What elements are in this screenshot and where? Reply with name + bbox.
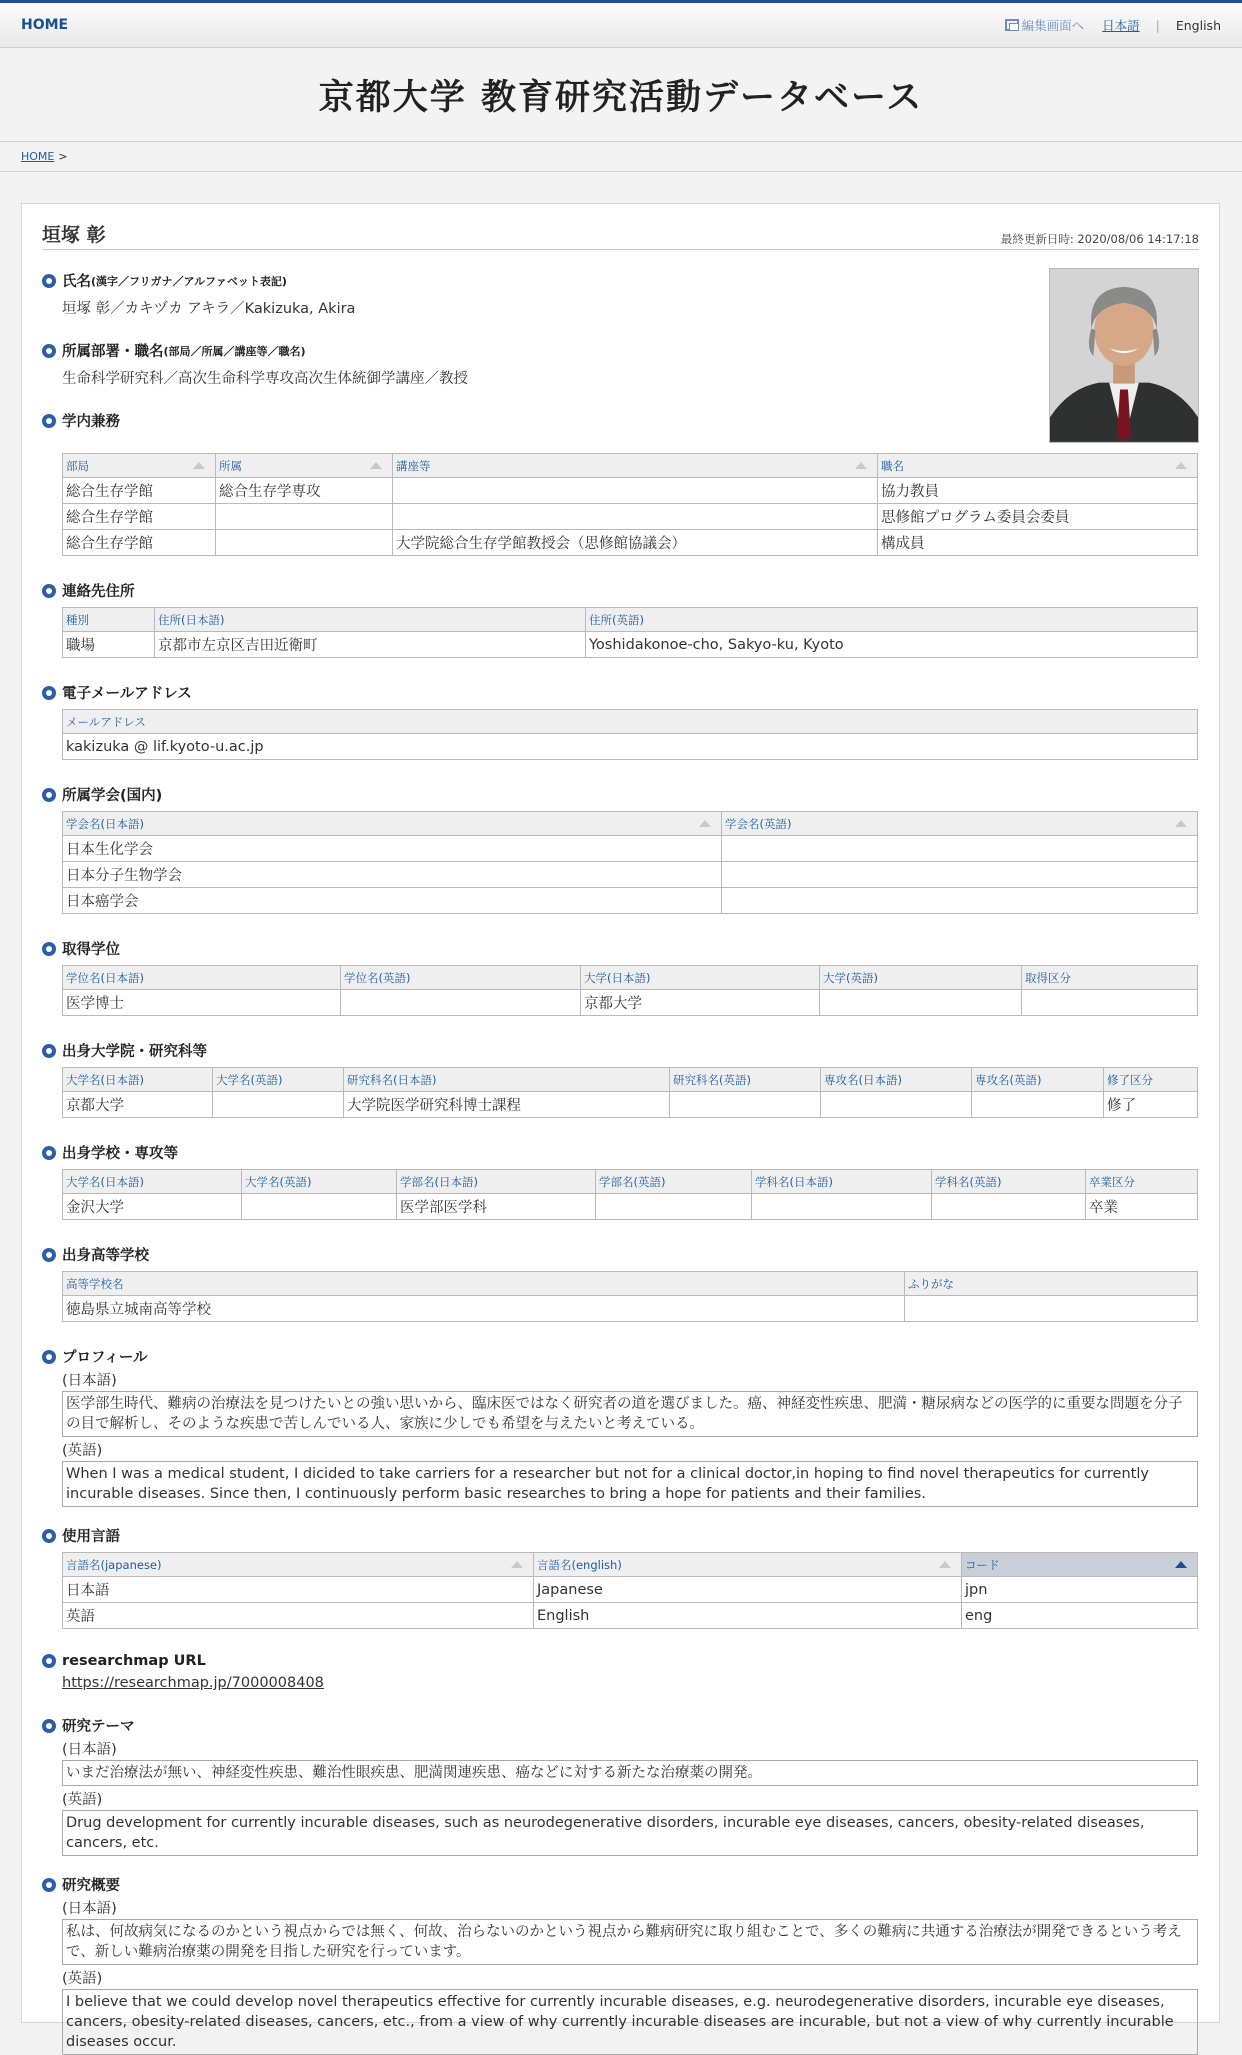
table-cell: 京都市左京区吉田近衛町: [155, 632, 586, 658]
breadcrumb: [0, 142, 1242, 172]
lang-label-ja: (日本語): [62, 1742, 117, 1758]
table-row: [63, 530, 1198, 556]
profile-card: [21, 203, 1220, 2050]
section-societies-title: [42, 784, 1199, 805]
column-header: 研究科名(英語): [670, 1068, 821, 1092]
table-cell: [216, 504, 393, 530]
lang-label-en: (英語): [62, 1971, 103, 1987]
language-japanese-link[interactable]: 日本語: [1102, 18, 1140, 33]
column-header: 学位名(日本語): [63, 966, 341, 990]
table-cell: 日本分子生物学会: [63, 862, 722, 888]
section-title-text: 研究概要: [62, 1878, 120, 1894]
person-name: 垣塚 彰: [42, 224, 106, 246]
column-header: 学位名(英語): [341, 966, 581, 990]
section-name: [42, 270, 1199, 318]
section-contact-title: [42, 580, 1199, 601]
bullet-icon: [42, 788, 56, 802]
highschool-table: [62, 1271, 1198, 1322]
section-gradschool: [42, 1040, 1199, 1118]
window-icon: [1005, 19, 1019, 31]
email-value: kakizuka @ lif.kyoto-u.ac.jp: [63, 734, 1198, 760]
bullet-icon: [42, 1350, 56, 1364]
table-cell: [216, 530, 393, 556]
table-cell: 総合生存学館: [63, 504, 216, 530]
section-languages-title: [42, 1525, 1199, 1546]
table-cell: jpn: [962, 1577, 1198, 1603]
theme-text-en: Drug development for currently incurable diseases, such as neurodegenerative disorders, incurable eye diseases, cancers, obesity-related diseases, cancers, etc.: [62, 1810, 1198, 1856]
table-cell: 京都大学: [63, 1092, 213, 1118]
bullet-icon: [42, 584, 56, 598]
table-row: [63, 1577, 1198, 1603]
bullet-icon: [42, 1529, 56, 1543]
researchmap-link[interactable]: https://researchmap.jp/7000008408: [62, 1675, 324, 1691]
table-cell: 日本生化学会: [63, 836, 722, 862]
table-cell: [752, 1194, 932, 1220]
column-header: 学科名(英語): [932, 1170, 1086, 1194]
breadcrumb-home-link[interactable]: HOME: [21, 150, 55, 163]
column-header[interactable]: 学会名(英語): [722, 812, 1198, 836]
summary-text-en: I believe that we could develop novel therapeutics effective for currently incurable diseases, e.g. neurodegenerative disorders, incurable eye diseases, cancers, obesity-related diseases, cancers, etc., from a view of why currently incurable diseases are incurable, but not a view of why currently incurable diseases occur.: [62, 1989, 1198, 2055]
section-summary: [42, 1874, 1199, 2055]
table-cell: English: [534, 1603, 962, 1629]
table-cell: 大学院総合生存学館教授会（思修館協議会）: [393, 530, 878, 556]
table-cell: [820, 990, 1022, 1016]
bullet-icon: [42, 1878, 56, 1892]
column-header[interactable]: 部局: [63, 454, 216, 478]
column-header: 大学名(日本語): [63, 1068, 213, 1092]
bullet-icon: [42, 1248, 56, 1262]
column-header: 高等学校名: [63, 1272, 905, 1296]
column-header[interactable]: 講座等: [393, 454, 878, 478]
portrait-image: [1050, 269, 1198, 442]
table-cell: [972, 1092, 1104, 1118]
section-name-title: [42, 270, 1199, 291]
home-link[interactable]: HOME: [21, 17, 69, 33]
societies-table: [62, 811, 1198, 914]
table-cell: [393, 504, 878, 530]
column-header: ふりがな: [905, 1272, 1198, 1296]
section-university-title: [42, 1142, 1199, 1163]
lang-label-en: (英語): [62, 1792, 103, 1808]
table-cell: [1022, 990, 1198, 1016]
section-title-text: 氏名: [62, 274, 91, 290]
section-title-text: プロフィール: [62, 1350, 148, 1366]
column-header: 学部名(英語): [596, 1170, 752, 1194]
table-cell: 職場: [63, 632, 155, 658]
section-highschool-title: [42, 1244, 1199, 1265]
table-row: [63, 1194, 1198, 1220]
section-degrees-title: [42, 938, 1199, 959]
bullet-icon: [42, 274, 56, 288]
lang-label-ja: (日本語): [62, 1373, 117, 1389]
bullet-icon: [42, 1719, 56, 1733]
section-contact: [42, 580, 1199, 658]
section-subtitle: (漢字／フリガナ／アルファベット表記): [91, 274, 287, 288]
table-row: [63, 734, 1198, 760]
table-cell: 思修館プログラム委員会委員: [878, 504, 1198, 530]
site-header: [0, 48, 1242, 142]
column-header: 大学(英語): [820, 966, 1022, 990]
column-header: 大学名(日本語): [63, 1170, 242, 1194]
table-cell: 京都大学: [581, 990, 820, 1016]
section-email-title: [42, 682, 1199, 703]
top-bar-right: [1005, 16, 1221, 34]
breadcrumb-separator: >: [58, 150, 68, 163]
section-degrees: [42, 938, 1199, 1016]
table-cell: 総合生存学専攻: [216, 478, 393, 504]
column-header: 卒業区分: [1086, 1170, 1198, 1194]
lang-label-en: (英語): [62, 1443, 103, 1459]
table-cell: Japanese: [534, 1577, 962, 1603]
column-header: 学科名(日本語): [752, 1170, 932, 1194]
table-cell: [905, 1296, 1198, 1322]
bullet-icon: [42, 1146, 56, 1160]
section-title-text: 所属学会(国内): [62, 788, 163, 804]
column-header: メールアドレス: [63, 710, 1198, 734]
section-title-text: 所属部署・職名: [62, 344, 164, 360]
table-cell: [393, 478, 878, 504]
profile-photo: [1049, 268, 1199, 443]
table-cell: [722, 836, 1198, 862]
column-header: 研究科名(日本語): [344, 1068, 670, 1092]
column-header: 学部名(日本語): [397, 1170, 596, 1194]
column-header: 取得区分: [1022, 966, 1198, 990]
edit-page-label: 編集画面へ: [1021, 18, 1085, 33]
section-affiliation-title: [42, 340, 1199, 361]
languages-table: [62, 1552, 1198, 1629]
section-subtitle: (部局／所属／講座等／職名): [163, 344, 306, 358]
column-header[interactable]: 職名: [878, 454, 1198, 478]
theme-text-ja: いまだ治療法が無い、神経変性疾患、難治性眼疾患、肥満関連疾患、癌などに対する新たな治療薬の開発。: [62, 1760, 1198, 1786]
table-cell: 英語: [63, 1603, 534, 1629]
column-header: 修了区分: [1104, 1068, 1198, 1092]
section-theme-title: [42, 1715, 1199, 1736]
name-row: [42, 220, 1199, 250]
section-title-text: 出身学校・専攻等: [62, 1146, 178, 1162]
section-summary-title: [42, 1874, 1199, 1895]
column-header: 専攻名(英語): [972, 1068, 1104, 1092]
table-cell: 徳島県立城南高等学校: [63, 1296, 905, 1322]
section-title-text: 研究テーマ: [62, 1719, 135, 1735]
column-header[interactable]: 所属: [216, 454, 393, 478]
bullet-icon: [42, 1654, 56, 1668]
edit-page-link[interactable]: [1005, 16, 1085, 34]
table-cell: [932, 1194, 1086, 1220]
column-header: 専攻名(日本語): [821, 1068, 972, 1092]
table-cell: 構成員: [878, 530, 1198, 556]
table-row: [63, 1603, 1198, 1629]
section-affiliation: [42, 340, 1199, 388]
section-title-text: 電子メールアドレス: [62, 686, 192, 702]
section-title-text: 取得学位: [62, 942, 120, 958]
column-header[interactable]: 学会名(日本語): [63, 812, 722, 836]
table-cell: 日本癌学会: [63, 888, 722, 914]
section-title-text: 出身大学院・研究科等: [62, 1044, 207, 1060]
column-header: 住所(日本語): [155, 608, 586, 632]
table-row: [63, 478, 1198, 504]
table-cell: Yoshidakonoe-cho, Sakyo-ku, Kyoto: [586, 632, 1198, 658]
section-highschool: [42, 1244, 1199, 1322]
table-cell: eng: [962, 1603, 1198, 1629]
site-title: 京都大学 教育研究活動データベース: [318, 76, 924, 118]
section-gradschool-title: [42, 1040, 1199, 1061]
affiliation-value: 生命科学研究科／高次生命科学専攻高次生体統御学講座／教授: [62, 371, 468, 387]
table-cell: [596, 1194, 752, 1220]
column-header[interactable]: 言語名(english): [534, 1553, 962, 1577]
last-updated: 最終更新日時: 2020/08/06 14:17:18: [1000, 232, 1199, 246]
table-cell: [341, 990, 581, 1016]
table-cell: 金沢大学: [63, 1194, 242, 1220]
table-cell: 日本語: [63, 1577, 534, 1603]
profile-text-en: When I was a medical student, I dicided to take carriers for a researcher but not for a clinical doctor,in hoping to find novel therapeutics for currently incurable diseases. Since then, I continuously perform basic researches to bring a hope for patients and their families.: [62, 1461, 1198, 1507]
section-languages: [42, 1525, 1199, 1629]
top-bar: [0, 0, 1242, 48]
column-header: 住所(英語): [586, 608, 1198, 632]
table-row: [63, 1296, 1198, 1322]
table-row: [63, 632, 1198, 658]
table-cell: 総合生存学館: [63, 530, 216, 556]
section-title-text: 出身高等学校: [62, 1248, 149, 1264]
name-value: 垣塚 彰／カキヅカ アキラ／Kakizuka, Akira: [62, 301, 356, 317]
table-row: [63, 1092, 1198, 1118]
degrees-table: [62, 965, 1198, 1016]
table-cell: 医学部医学科: [397, 1194, 596, 1220]
section-societies: [42, 784, 1199, 914]
section-concurrent-title: [42, 410, 1199, 431]
bullet-icon: [42, 344, 56, 358]
table-cell: [242, 1194, 397, 1220]
table-row: [63, 504, 1198, 530]
column-header: 大学名(英語): [242, 1170, 397, 1194]
bullet-icon: [42, 414, 56, 428]
section-title-text: 使用言語: [62, 1529, 120, 1545]
section-title-text: researchmap URL: [62, 1653, 206, 1669]
bullet-icon: [42, 1044, 56, 1058]
table-cell: [821, 1092, 972, 1118]
section-profile: [42, 1346, 1199, 1507]
table-cell: [722, 888, 1198, 914]
language-english-link[interactable]: English: [1175, 17, 1221, 33]
section-profile-title: [42, 1346, 1199, 1367]
profile-text-ja: 医学部生時代、難病の治療法を見つけたいとの強い思いから、臨床医ではなく研究者の道を選びました。癌、神経変性疾患、肥満・糖尿病などの医学的に重要な問題を分子の目で解析し、そのような疾患で苦しんでいる人、家族に少しでも希望を与えたいと考えている。: [62, 1391, 1198, 1437]
table-cell: 医学博士: [63, 990, 341, 1016]
section-title-text: 学内兼務: [62, 414, 120, 430]
table-cell: [722, 862, 1198, 888]
language-separator: |: [1155, 17, 1160, 33]
column-header[interactable]: 言語名(japanese): [63, 1553, 534, 1577]
column-header-sorted[interactable]: コード: [962, 1553, 1198, 1577]
section-researchmap: [42, 1653, 1199, 1691]
column-header: 大学(日本語): [581, 966, 820, 990]
column-header: 大学名(英語): [213, 1068, 344, 1092]
table-cell: 修了: [1104, 1092, 1198, 1118]
table-row: [63, 990, 1198, 1016]
table-row: [63, 862, 1198, 888]
contact-table: [62, 607, 1198, 658]
summary-text-ja: 私は、何故病気になるのかという視点からでは無く、何故、治らないのかという視点から難病研究に取り組むことで、多くの難病に共通する治療法が開発できるという考えで、新しい難病治療薬の開発を目指した研究を行っています。: [62, 1919, 1198, 1965]
university-table: [62, 1169, 1198, 1220]
table-cell: [213, 1092, 344, 1118]
table-row: [63, 836, 1198, 862]
concurrent-table: [62, 453, 1198, 556]
section-concurrent: [42, 410, 1199, 556]
table-cell: 卒業: [1086, 1194, 1198, 1220]
table-cell: 大学院医学研究科博士課程: [344, 1092, 670, 1118]
section-theme: [42, 1715, 1199, 1856]
table-cell: [670, 1092, 821, 1118]
column-header: 種別: [63, 608, 155, 632]
table-cell: 協力教員: [878, 478, 1198, 504]
table-row: [63, 888, 1198, 914]
table-cell: 総合生存学館: [63, 478, 216, 504]
gradschool-table: [62, 1067, 1198, 1118]
section-researchmap-title: [42, 1653, 1199, 1669]
section-email: [42, 682, 1199, 760]
email-table: [62, 709, 1198, 760]
lang-label-ja: (日本語): [62, 1901, 117, 1917]
section-title-text: 連絡先住所: [62, 584, 135, 600]
bullet-icon: [42, 942, 56, 956]
section-university: [42, 1142, 1199, 1220]
bullet-icon: [42, 686, 56, 700]
